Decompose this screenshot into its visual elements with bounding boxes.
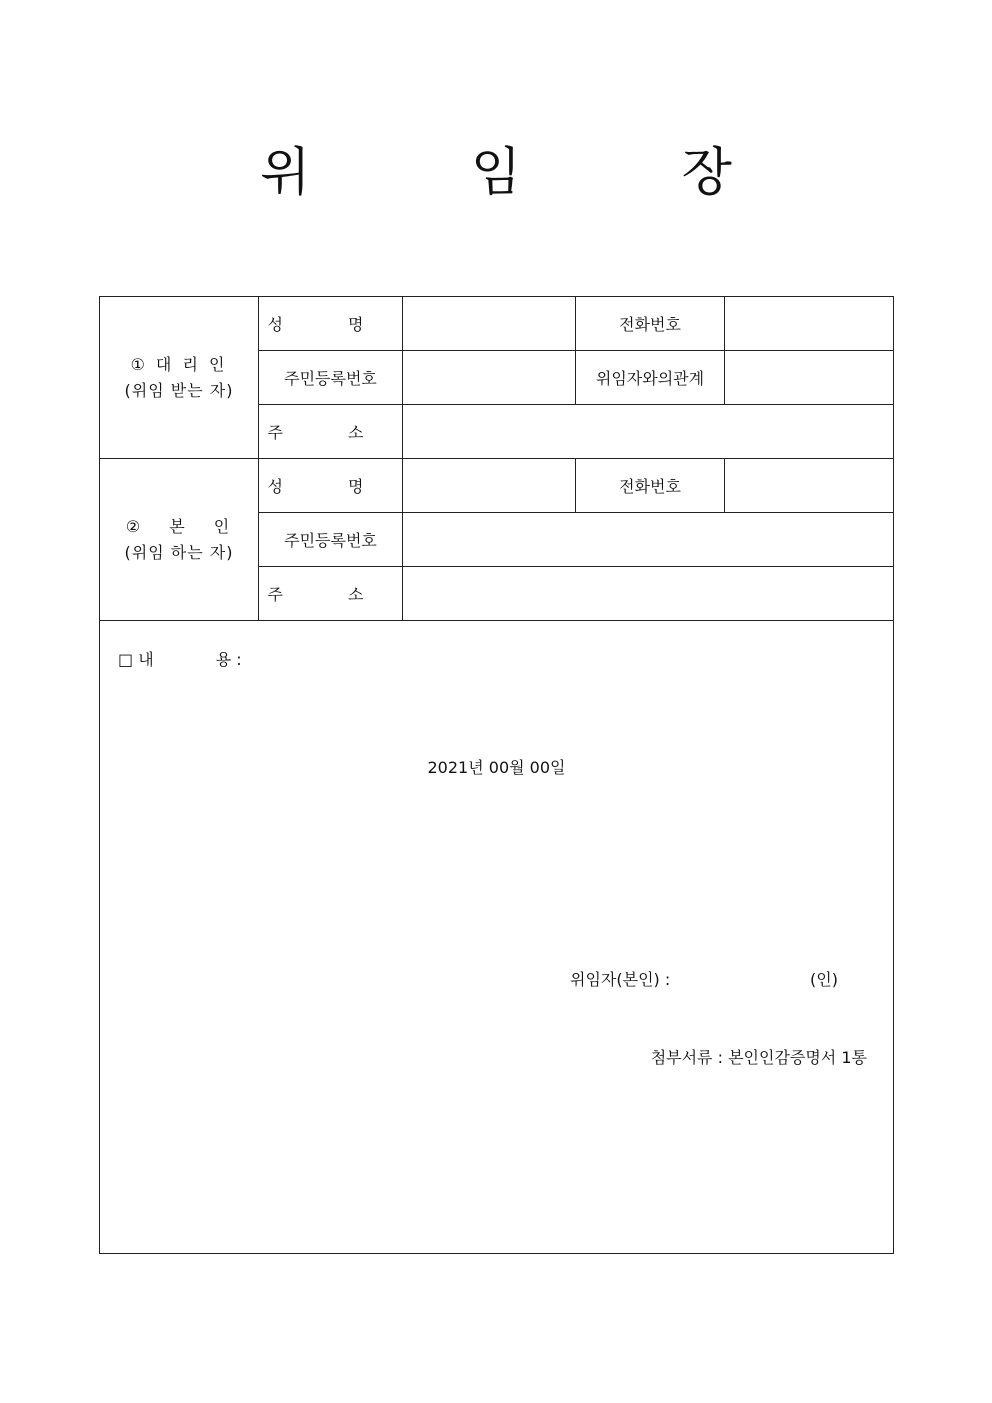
agent-label-line1: ① 대 리 인 — [130, 354, 228, 374]
agent-rrn-label: 주민등록번호 — [259, 351, 403, 405]
agent-phone-field[interactable] — [725, 297, 894, 351]
agent-label-line2: (위임 받는 자) — [124, 380, 234, 400]
principal-address-label: 주 소 — [267, 585, 394, 604]
content-section — [100, 621, 894, 1254]
principal-phone-label: 전화번호 — [576, 459, 725, 513]
principal-name-label: 성 명 — [267, 477, 394, 496]
agent-relation-field[interactable] — [725, 351, 894, 405]
content-body[interactable] — [118, 681, 858, 741]
principal-label-line1: ② 본 인 — [125, 516, 233, 536]
agent-name-label: 성 명 — [267, 315, 394, 334]
principal-address-field[interactable] — [403, 567, 894, 621]
signer-label: 위임자(본인) : — [570, 970, 671, 989]
seal-mark: (인) — [810, 970, 838, 989]
content-heading-a: 내 — [138, 650, 154, 669]
agent-rrn-field[interactable] — [403, 351, 576, 405]
principal-label-line2: (위임 하는 자) — [124, 542, 234, 562]
principal-name-label-cell — [259, 459, 403, 513]
principal-name-field[interactable] — [403, 459, 576, 513]
principal-address-label-cell — [259, 567, 403, 621]
document-title: 위 임 장 — [260, 143, 804, 203]
principal-phone-field[interactable] — [725, 459, 894, 513]
content-heading — [118, 647, 242, 670]
delegation-form-table — [99, 296, 894, 1254]
agent-address-label-cell — [259, 405, 403, 459]
agent-relation-label: 위임자와의관계 — [576, 351, 725, 405]
principal-rrn-label: 주민등록번호 — [259, 513, 403, 567]
checkbox-icon[interactable]: □ — [118, 650, 134, 669]
agent-address-field[interactable] — [403, 405, 894, 459]
agent-address-label: 주 소 — [267, 423, 394, 442]
agent-name-label-cell — [259, 297, 403, 351]
principal-rrn-field[interactable] — [403, 513, 894, 567]
attachment-note: 첨부서류 : 본인인감증명서 1통 — [650, 1048, 867, 1067]
content-heading-b: 용 : — [215, 650, 242, 669]
agent-section-label — [100, 297, 259, 459]
date-line: 2021년 00월 00일 — [427, 758, 566, 777]
principal-section-label — [100, 459, 259, 621]
agent-phone-label: 전화번호 — [576, 297, 725, 351]
agent-name-field[interactable] — [403, 297, 576, 351]
